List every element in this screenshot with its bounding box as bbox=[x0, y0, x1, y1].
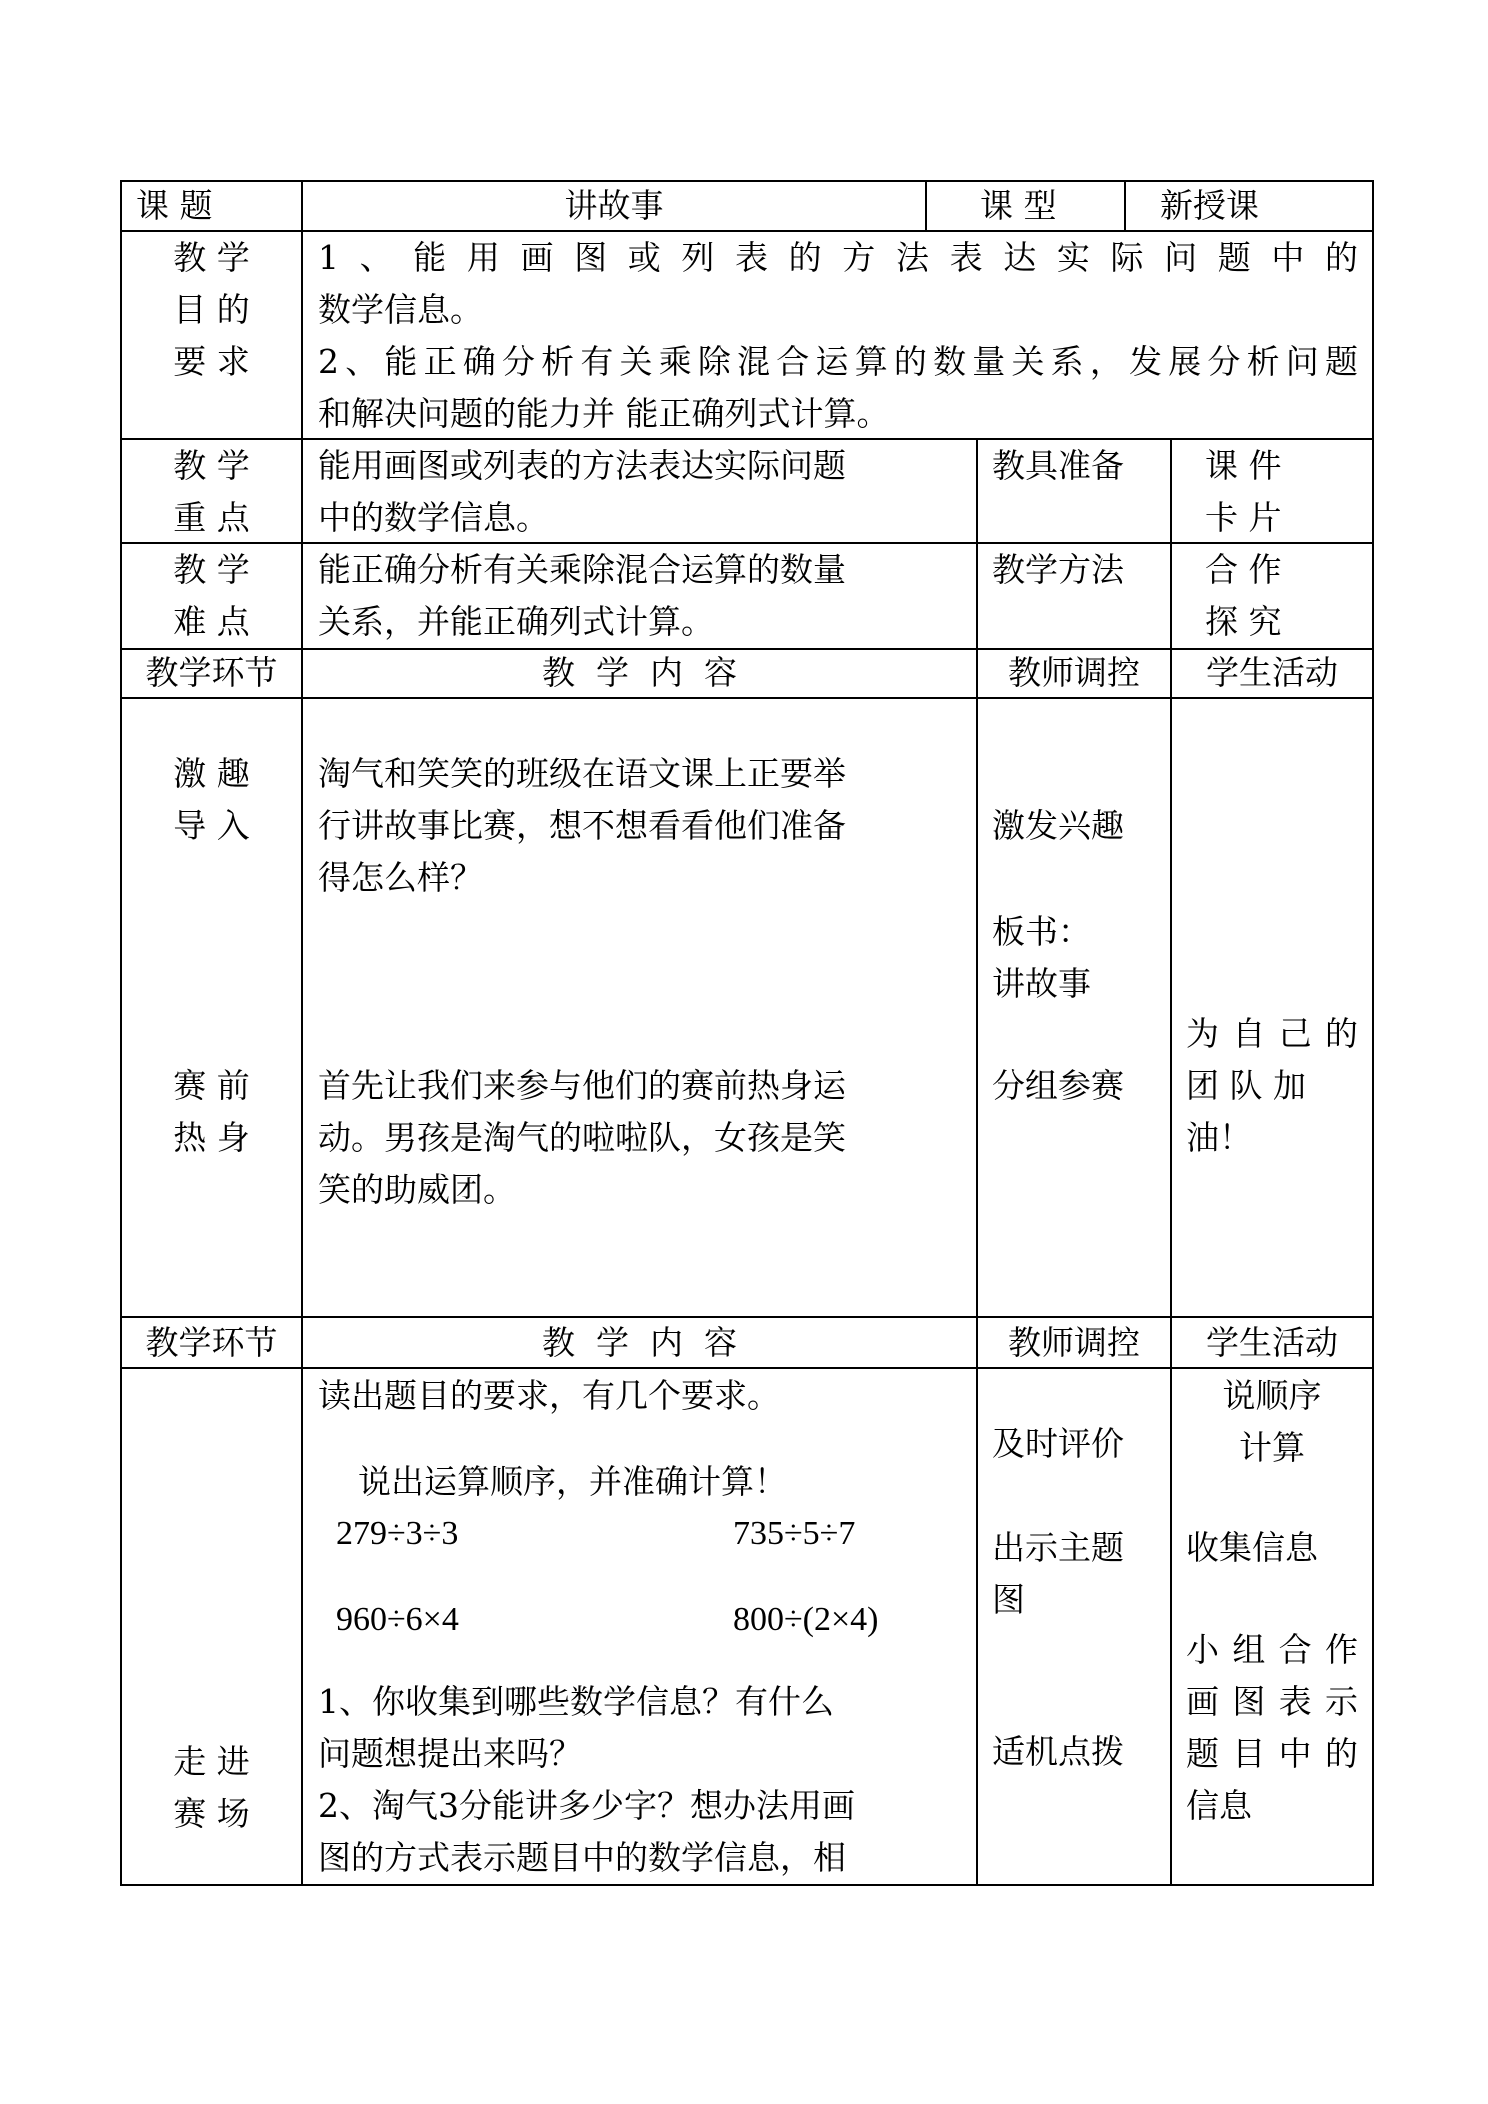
student-cheer bbox=[1186, 1008, 1358, 1164]
teacher-line: 出示主题 bbox=[992, 1528, 1124, 1567]
student-line: 画图表示 bbox=[1186, 1682, 1358, 1721]
student-line: 为自己的 bbox=[1186, 1014, 1358, 1053]
section-header-content: 教 学 内 容 bbox=[542, 1323, 737, 1362]
teacher-show-theme-image bbox=[992, 1522, 1168, 1626]
expression: 735÷5÷7 bbox=[733, 1515, 856, 1552]
question-line: 2、淘气3分能讲多少字？想办法用画 bbox=[318, 1786, 855, 1825]
teacher-board-note bbox=[992, 906, 1162, 1010]
topic-value: 讲故事 bbox=[564, 186, 664, 225]
key-points-label-line: 教 学 bbox=[173, 446, 250, 485]
student-line: 信息 bbox=[1186, 1786, 1252, 1825]
question-line: 问题想提出来吗？ bbox=[318, 1734, 582, 1773]
question-line: 图的方式表示题目中的数学信息，相 bbox=[318, 1838, 846, 1877]
objectives-label bbox=[122, 232, 301, 388]
content-questions bbox=[318, 1676, 968, 1884]
content-line: 行讲故事比赛，想不想看看他们准备 bbox=[318, 806, 846, 845]
student-line: 油！ bbox=[1186, 1118, 1252, 1157]
content-motivation-intro bbox=[318, 748, 968, 904]
key-points-line: 中的数学信息。 bbox=[318, 498, 549, 537]
teacher-motivate: 激发兴趣 bbox=[992, 806, 1124, 845]
content-line: 淘气和笑笑的班级在语文课上正要举 bbox=[318, 754, 846, 793]
student-line: 团 队 加 bbox=[1186, 1066, 1306, 1105]
teaching-method-value bbox=[1205, 544, 1365, 648]
teaching-aids-item: 卡 片 bbox=[1205, 498, 1282, 537]
stage-line: 赛 前 bbox=[173, 1066, 250, 1105]
key-points-text bbox=[318, 440, 968, 544]
content-warmup bbox=[318, 1060, 968, 1216]
objectives-text bbox=[318, 232, 1358, 440]
key-points-label bbox=[122, 440, 301, 544]
expression: 960÷6×4 bbox=[336, 1601, 459, 1638]
difficulties-line: 能正确分析有关乘除混合运算的数量 bbox=[318, 550, 846, 589]
objectives-label-line: 教 学 bbox=[173, 238, 250, 277]
board-line: 讲故事 bbox=[992, 964, 1091, 1003]
lesson-type-label: 课 型 bbox=[980, 186, 1057, 225]
difficulties-label-line: 难 点 bbox=[173, 602, 250, 641]
teaching-method-label: 教学方法 bbox=[992, 550, 1124, 589]
teaching-aids-item: 课 件 bbox=[1205, 446, 1282, 485]
difficulties-text bbox=[318, 544, 968, 648]
stage-line: 走 进 bbox=[173, 1742, 250, 1781]
section-header-stage: 教学环节 bbox=[145, 1323, 278, 1362]
student-line: 计算 bbox=[1239, 1428, 1305, 1467]
section-header-teacher: 教师调控 bbox=[1008, 653, 1140, 692]
content-line: 笑的助威团。 bbox=[318, 1170, 516, 1209]
stage-motivation-intro bbox=[122, 748, 301, 852]
teaching-method-item: 合 作 bbox=[1205, 550, 1282, 589]
stage-line: 导 入 bbox=[173, 806, 250, 845]
teacher-timely-evaluate: 及时评价 bbox=[992, 1424, 1124, 1463]
content-read-requirements: 读出题目的要求，有几个要求。 bbox=[318, 1376, 780, 1415]
objectives-label-line: 要 求 bbox=[173, 342, 250, 381]
content-line: 得怎么样？ bbox=[318, 858, 483, 897]
stage-warmup bbox=[122, 1060, 301, 1164]
teaching-aids-value bbox=[1205, 440, 1365, 544]
content-calc-task: 说出运算顺序，并准确计算！ bbox=[358, 1462, 787, 1501]
objectives-line: 1、能用画图或列表的方法表达实际问题中的 bbox=[318, 238, 1358, 277]
difficulties-label-line: 教 学 bbox=[173, 550, 250, 589]
objectives-line: 数学信息。 bbox=[318, 290, 483, 329]
teacher-prompt: 适机点拨 bbox=[992, 1732, 1124, 1771]
objectives-line: 和解决问题的能力并 能正确列式计算。 bbox=[318, 394, 890, 433]
lesson-type-value: 新授课 bbox=[1160, 186, 1259, 225]
difficulties-label bbox=[122, 544, 301, 648]
section-header-student: 学生活动 bbox=[1206, 653, 1338, 692]
objectives-label-line: 目 的 bbox=[173, 290, 250, 329]
expression: 800÷(2×4) bbox=[733, 1601, 879, 1638]
expression: 279÷3÷3 bbox=[336, 1515, 459, 1552]
topic-label: 课 题 bbox=[136, 186, 213, 225]
student-line: 说顺序 bbox=[1222, 1376, 1322, 1415]
board-line: 板书： bbox=[992, 912, 1091, 951]
section-header-student: 学生活动 bbox=[1206, 1323, 1338, 1362]
student-collect-info: 收集信息 bbox=[1186, 1528, 1318, 1567]
key-points-label-line: 重 点 bbox=[173, 498, 250, 537]
student-line: 题目中的 bbox=[1186, 1734, 1358, 1773]
section-header-stage: 教学环节 bbox=[145, 653, 278, 692]
teaching-aids-label: 教具准备 bbox=[992, 446, 1124, 485]
content-line: 动。男孩是淘气的啦啦队，女孩是笑 bbox=[318, 1118, 846, 1157]
teacher-line: 图 bbox=[992, 1580, 1025, 1619]
teacher-group-compete: 分组参赛 bbox=[992, 1066, 1124, 1105]
stage-enter-arena bbox=[122, 1736, 301, 1840]
key-points-line: 能用画图或列表的方法表达实际问题 bbox=[318, 446, 846, 485]
student-line: 小组合作 bbox=[1186, 1630, 1358, 1669]
question-line: 1、你收集到哪些数学信息？有什么 bbox=[318, 1682, 834, 1721]
student-say-order bbox=[1172, 1370, 1372, 1474]
section-header-content: 教 学 内 容 bbox=[542, 653, 737, 692]
objectives-line: 2、能正确分析有关乘除混合运算的数量关系，发展分析问题 bbox=[318, 342, 1358, 381]
student-group-work bbox=[1186, 1624, 1358, 1832]
stage-line: 激 趣 bbox=[173, 754, 250, 793]
difficulties-line: 关系，并能正确列式计算。 bbox=[318, 602, 714, 641]
teaching-method-item: 探 究 bbox=[1205, 602, 1282, 641]
section-header-teacher: 教师调控 bbox=[1008, 1323, 1140, 1362]
content-line: 首先让我们来参与他们的赛前热身运 bbox=[318, 1066, 846, 1105]
stage-line: 赛 场 bbox=[173, 1794, 250, 1833]
stage-line: 热 身 bbox=[173, 1118, 250, 1157]
